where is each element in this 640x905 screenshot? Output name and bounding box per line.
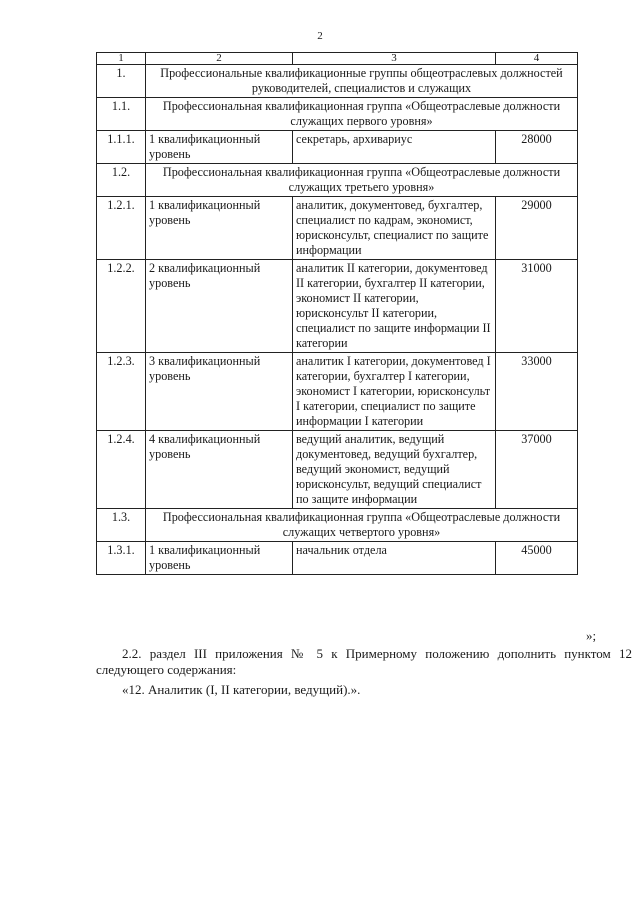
- table-row-group: [97, 509, 578, 542]
- row-code: 1.3.: [97, 509, 146, 542]
- group-title: Профессиональная квалификационная группа «Общеотраслевые должности служащих четвертого уровня»: [146, 509, 578, 542]
- group-title: Профессиональная квалификационная группа «Общеотраслевые должности служащих первого уровня»: [146, 98, 578, 131]
- table-row: [97, 431, 578, 509]
- qualification-level: 2 квалификационный уровень: [146, 260, 293, 353]
- table-row-group: [97, 98, 578, 131]
- header-cell: 1: [97, 53, 146, 65]
- salary-amount: 37000: [496, 431, 578, 509]
- header-cell: 4: [496, 53, 578, 65]
- row-code: 1.2.2.: [97, 260, 146, 353]
- qualification-level: 1 квалификационный уровень: [146, 131, 293, 164]
- positions-list: аналитик I категории, документовед I категории, бухгалтер I категории, экономист I категории, юрисконсульт I категории, специалист по защите информации I категории: [293, 353, 496, 431]
- salary-amount: 33000: [496, 353, 578, 431]
- table-row-group: [97, 65, 578, 98]
- table-row: [97, 353, 578, 431]
- group-title: Профессиональные квалификационные группы общеотраслевых должностей руководителей, специалистов и служащих: [146, 65, 578, 98]
- row-code: 1.2.4.: [97, 431, 146, 509]
- row-code: 1.1.: [97, 98, 146, 131]
- qualification-level: 3 квалификационный уровень: [146, 353, 293, 431]
- salary-amount: 45000: [496, 542, 578, 575]
- salary-amount: 31000: [496, 260, 578, 353]
- row-code: 1.2.1.: [97, 197, 146, 260]
- header-cell: 2: [146, 53, 293, 65]
- positions-list: секретарь, архивариус: [293, 131, 496, 164]
- row-code: 1.3.1.: [97, 542, 146, 575]
- closing-quote-mark: »;: [586, 628, 597, 643]
- salary-amount: 28000: [496, 131, 578, 164]
- row-code: 1.: [97, 65, 146, 98]
- salary-amount: 29000: [496, 197, 578, 260]
- table-row: [97, 542, 578, 575]
- qualification-level: 1 квалификационный уровень: [146, 542, 293, 575]
- positions-list: аналитик, документовед, бухгалтер, специалист по кадрам, экономист, юрисконсульт, специалист по защите информации: [293, 197, 496, 260]
- positions-list: аналитик II категории, документовед II категории, бухгалтер II категории, экономист II категории, юрисконсульт II категории, специалист по защите информации II категории: [293, 260, 496, 353]
- positions-list: начальник отдела: [293, 542, 496, 575]
- row-code: 1.2.: [97, 164, 146, 197]
- page-number: 2: [317, 30, 323, 42]
- qualification-level: 1 квалификационный уровень: [146, 197, 293, 260]
- salary-table: [96, 52, 578, 575]
- table-row: [97, 197, 578, 260]
- amendment-quote: «12. Аналитик (I, II категории, ведущий).».: [122, 682, 361, 697]
- qualification-level: 4 квалификационный уровень: [146, 431, 293, 509]
- positions-list: ведущий аналитик, ведущий документовед, ведущий бухгалтер, ведущий экономист, ведущий юрисконсульт, ведущий специалист по защите информации: [293, 431, 496, 509]
- table-row-group: [97, 164, 578, 197]
- table-row: [97, 260, 578, 353]
- amendment-paragraph: 2.2. раздел III приложения № 5 к Примерному положению дополнить пунктом 12 следующего содержания:: [96, 646, 632, 677]
- row-code: 1.1.1.: [97, 131, 146, 164]
- group-title: Профессиональная квалификационная группа «Общеотраслевые должности служащих третьего уровня»: [146, 164, 578, 197]
- row-code: 1.2.3.: [97, 353, 146, 431]
- header-cell: 3: [293, 53, 496, 65]
- table-header-row: [97, 53, 578, 65]
- table-row: [97, 131, 578, 164]
